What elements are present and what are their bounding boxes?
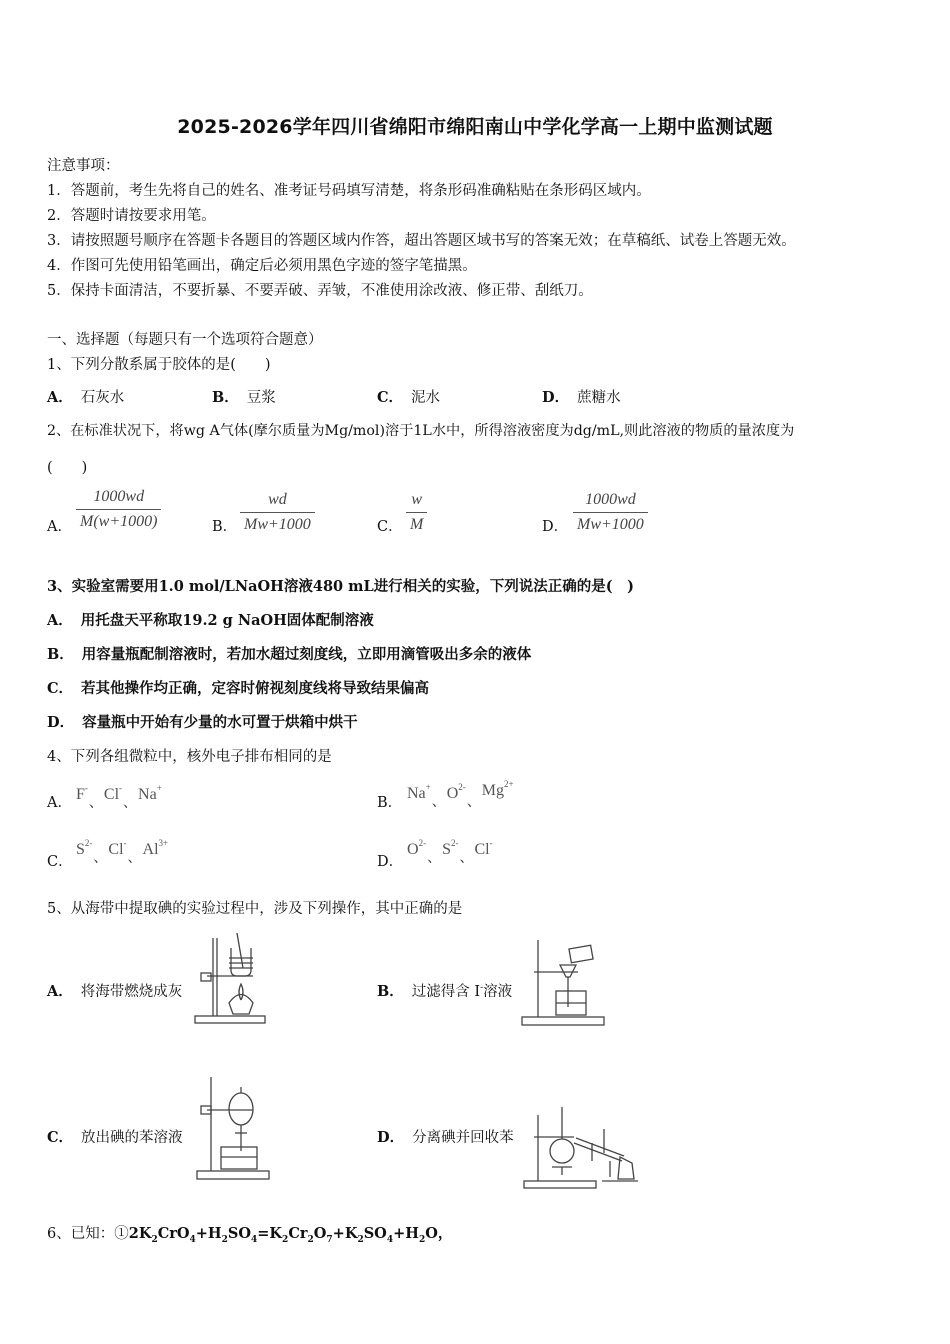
- q4-option-a-ions: F-、Cl-、Na+: [76, 783, 162, 811]
- page-title: 2025-2026学年四川省绵阳市绵阳南山中学化学高一上期中监测试题: [177, 116, 773, 138]
- filtration-apparatus-image: [518, 935, 610, 1029]
- q2-paren: ( ): [47, 460, 88, 476]
- notice-item: 1．答题前，考生先将自己的姓名、准考证号码填写清楚，将条形码准确粘贴在条形码区域内。: [47, 183, 651, 199]
- q2-option-c-fraction: w M: [406, 491, 427, 534]
- q4-option-d-label[interactable]: D．: [377, 854, 404, 870]
- q4-option-c-label[interactable]: C．: [47, 854, 73, 870]
- q2-option-d-fraction: 1000wd Mw+1000: [573, 491, 648, 534]
- notice-item: 2．答题时请按要求用笔。: [47, 208, 216, 224]
- q4-stem: 4、下列各组微粒中，核外电子排布相同的是: [47, 749, 332, 765]
- q1-option-b[interactable]: B． 豆浆: [212, 389, 276, 406]
- ion: $S^{2-}$: [76, 838, 93, 858]
- q2-stem: 2、在标准状况下，将wg A气体(摩尔质量为Mg/mol)溶于1L水中，所得溶液密度为dg/mL,则此溶液的物质的量浓度为: [47, 423, 795, 439]
- q2-option-b-fraction: wd Mw+1000: [240, 491, 315, 534]
- ion: $Mg^{2+}$: [481, 779, 514, 799]
- q2-option-a-fraction: 1000wd M(w+1000): [76, 488, 161, 531]
- q3-option-a[interactable]: A． 用托盘天平称取19.2 g NaOH固体配制溶液: [47, 612, 374, 629]
- q4-option-d-ions: $O^{2-}$、$S^{2-}$、Cl-: [407, 838, 493, 866]
- distillation-apparatus-image: [522, 1103, 640, 1190]
- ion: $O^{2-}$: [446, 782, 466, 802]
- q2-option-d-label[interactable]: D．: [542, 519, 569, 535]
- q2-option-a-label[interactable]: A．: [47, 519, 72, 535]
- ion: Na+: [138, 783, 162, 803]
- q3-option-c[interactable]: C． 若其他操作均正确，定容时俯视刻度线将导致结果偏高: [47, 680, 430, 697]
- q1-option-d[interactable]: D． 蔗糖水: [542, 389, 621, 406]
- ion: Cl-: [474, 838, 493, 858]
- q6-stem: 6、已知：$①2K_2CrO_4+H_2SO_4=K_2Cr_2O_7+K_2SO_4+H_2O$，: [47, 1225, 453, 1245]
- q3-option-d[interactable]: D． 容量瓶中开始有少量的水可置于烘箱中烘干: [47, 714, 358, 731]
- q1-option-c[interactable]: C． 泥水: [377, 389, 441, 406]
- separatory-funnel-apparatus-image: [193, 1073, 273, 1183]
- ion: $O^{2-}$: [407, 838, 427, 858]
- notice-heading: 注意事项：: [47, 158, 120, 174]
- q6-equation: $2K_2CrO_4+H_2SO_4=K_2Cr_2O_7+K_2SO_4+H_2O$，: [128, 1225, 453, 1245]
- ion: F-: [76, 783, 88, 803]
- q2-option-c-label[interactable]: C．: [377, 519, 403, 535]
- q4-option-b-label[interactable]: B．: [377, 795, 403, 811]
- ion: Na+: [407, 782, 431, 802]
- ion: $Al^{3+}$: [142, 838, 169, 858]
- q5-option-a[interactable]: A． 将海带燃烧成灰: [47, 983, 183, 1000]
- ion: Cl-: [108, 838, 127, 858]
- q1-stem: 1、下列分散系属于胶体的是( ): [47, 357, 271, 373]
- q1-option-a[interactable]: A． 石灰水: [47, 389, 125, 406]
- q3-option-b[interactable]: B． 用容量瓶配制溶液时，若加水超过刻度线，立即用滴管吸出多余的液体: [47, 646, 532, 663]
- q4-option-c-ions: $S^{2-}$、Cl-、$Al^{3+}$: [76, 838, 169, 866]
- q3-stem: 3、实验室需要用1.0 mol/LNaOH溶液480 mL进行相关的实验，下列说法正确的是( ): [47, 578, 634, 595]
- q5-option-c[interactable]: C． 放出碘的苯溶液: [47, 1129, 183, 1146]
- crucible-burning-apparatus-image: [193, 928, 268, 1026]
- q4-option-b-ions: Na+、$O^{2-}$、$Mg^{2+}$: [407, 779, 514, 810]
- q4-option-a-label[interactable]: A．: [47, 795, 72, 811]
- ion: $S^{2-}$: [442, 838, 459, 858]
- q5-stem: 5、从海带中提取碘的实验过程中，涉及下列操作，其中正确的是: [47, 901, 463, 917]
- section-heading: 一、选择题（每题只有一个选项符合题意）: [47, 332, 323, 348]
- notice-item: 5．保持卡面清洁，不要折暴、不要弄破、弄皱，不准使用涂改液、修正带、刮纸刀。: [47, 283, 593, 299]
- q2-option-b-label[interactable]: B．: [212, 519, 238, 535]
- notice-item: 4．作图可先使用铅笔画出，确定后必须用黑色字迹的签字笔描黑。: [47, 258, 477, 274]
- q5-option-d[interactable]: D． 分离碘并回收苯: [377, 1129, 514, 1146]
- q5-option-b[interactable]: B． 过滤得含 I-溶液: [377, 983, 513, 1000]
- notice-item: 3．请按照题号顺序在答题卡各题目的答题区域内作答，超出答题区域书写的答案无效；在草稿纸、试卷上答题无效。: [47, 233, 796, 249]
- ion: Cl-: [103, 783, 123, 803]
